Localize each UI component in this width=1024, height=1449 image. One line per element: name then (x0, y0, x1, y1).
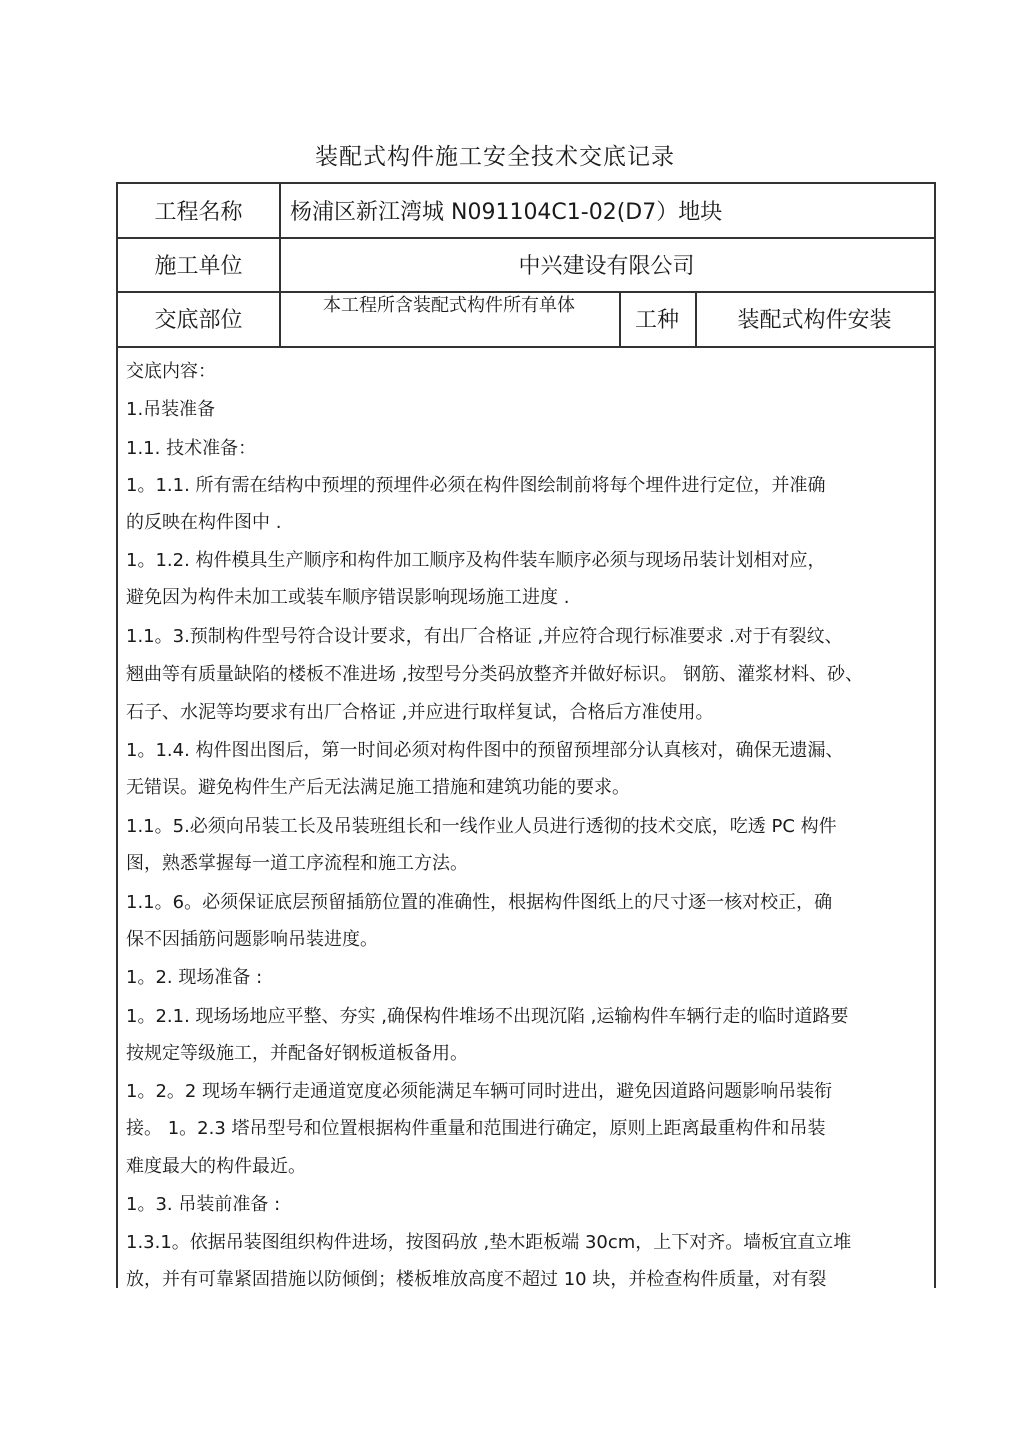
content-line: 1.1。6。必须保证底层预留插筋位置的准确性，根据构件图纸上的尺寸逐一核对校正，确 (126, 892, 833, 913)
content-line: 1.1。3.预制构件型号符合设计要求，有出厂合格证 ,并应符合现行标准要求 .对于有裂纹、 (126, 626, 843, 647)
content-line: 1.1. 技术准备： (126, 438, 257, 459)
briefing-content (126, 346, 926, 1290)
content-line: 1。1.1. 所有需在结构中预埋的预埋件必须在构件图绘制前将每个埋件进行定位，并准确 (126, 475, 826, 496)
content-line: 按规定等级施工，并配备好钢板道板备用。 (126, 1043, 468, 1064)
content-line: 1.3.1。依据吊装图组织构件进场，按图码放 ,垫木距板端 30cm，上下对齐。墙板宜直立堆 (126, 1232, 852, 1253)
content-line: 难度最大的构件最近。 (126, 1156, 306, 1177)
content-line: 无错误。避免构件生产后无法满足施工措施和建筑功能的要求。 (126, 777, 630, 798)
content-line: 1。1.2. 构件模具生产顺序和构件加工顺序及构件装车顺序必须与现场吊装计划相对应， (126, 550, 826, 571)
document-title: 装配式构件施工安全技术交底记录 (315, 144, 675, 170)
project-name-value: 杨浦区新江湾城 N091104C1-02(D7）地块 (290, 200, 723, 225)
content-line: 图，熟悉掌握每一道工序流程和施工方法。 (126, 853, 468, 874)
briefing-part-value: 本工程所含装配式构件所有单体 (323, 295, 575, 316)
record-table (116, 182, 936, 1288)
content-line: 接。 1。2.3 塔吊型号和位置根据构件重量和范围进行确定，原则上距离最重构件和吊装 (126, 1118, 826, 1139)
content-line: 1.吊装准备 (126, 399, 216, 420)
trade-label: 工种 (634, 308, 679, 333)
content-line: 1.1。5.必须向吊装工长及吊装班组长和一线作业人员进行透彻的技术交底，吃透 PC 构件 (126, 816, 837, 837)
content-line: 1。2.1. 现场场地应平整、夯实 ,确保构件堆场不出现沉陷 ,运输构件车辆行走的临时道路要 (126, 1006, 849, 1027)
construction-unit-value: 中兴建设有限公司 (518, 253, 695, 279)
content-line: 保不因插筋问题影响吊装进度。 (126, 929, 378, 950)
content-line: 1。1.4. 构件图出图后，第一时间必须对构件图中的预留预埋部分认真核对，确保无遗漏、 (126, 740, 844, 761)
content-line: 避免因为构件未加工或装车顺序错误影响现场施工进度 . (126, 587, 570, 608)
briefing-part-label: 交底部位 (154, 308, 243, 333)
content-line: 翘曲等有质量缺陷的楼板不准进场 ,按型号分类码放整齐并做好标识。 钢筋、灌浆材料、砂、 (126, 664, 864, 685)
construction-unit-label: 施工单位 (154, 253, 243, 279)
content-line: 1。2. 现场准备 : (126, 967, 263, 988)
content-line: 石子、水泥等均要求有出厂合格证 ,并应进行取样复试，合格后方准使用。 (126, 702, 714, 723)
content-line: 1。2。2 现场车辆行走通道宽度必须能满足车辆可同时进出，避免因道路问题影响吊装衔 (126, 1081, 833, 1102)
content-line: 放，并有可靠紧固措施以防倾倒；楼板堆放高度不超过 10 块，并检查构件质量，对有裂 (126, 1269, 827, 1290)
content-line: 1。3. 吊装前准备 : (126, 1194, 281, 1215)
project-name-label: 工程名称 (154, 200, 243, 225)
content-line: 的反映在构件图中 . (126, 512, 282, 533)
trade-value: 装配式构件安装 (737, 308, 892, 333)
content-line: 交底内容： (126, 361, 216, 382)
